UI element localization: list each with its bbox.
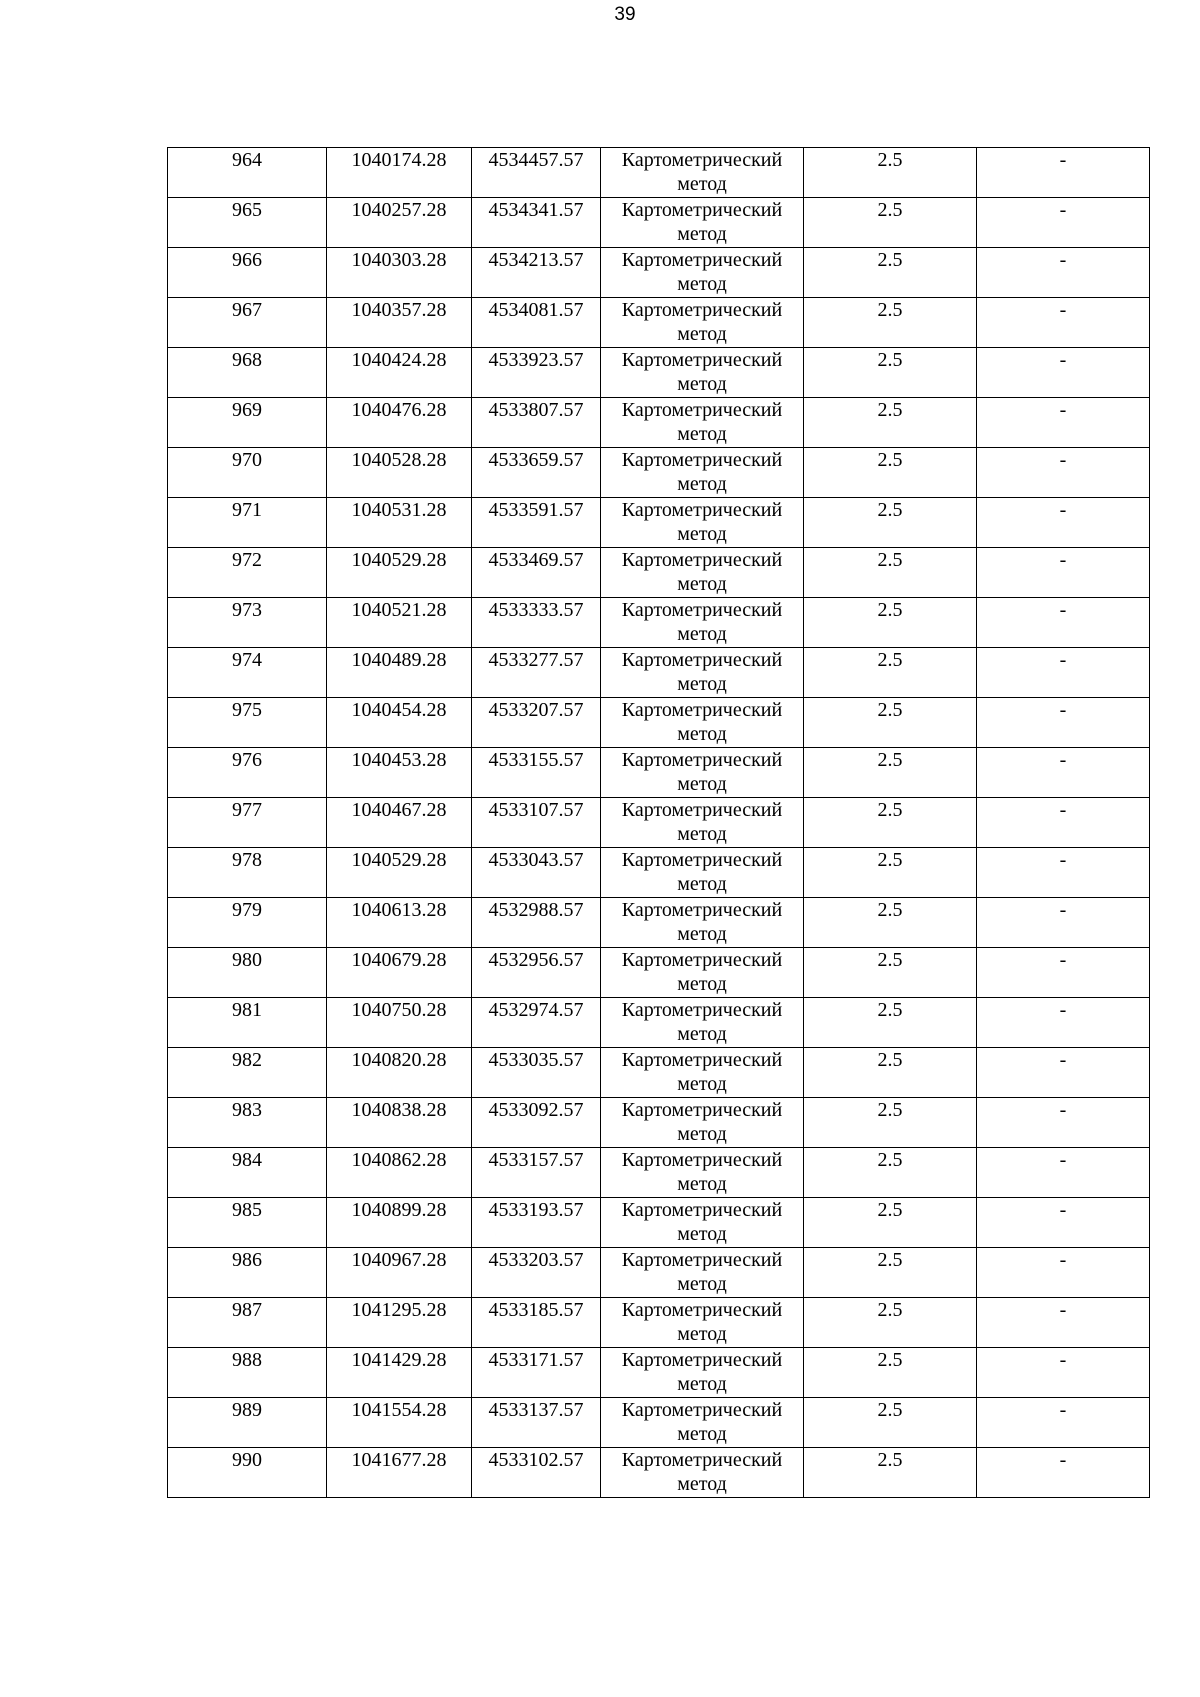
method-cell (601, 1098, 804, 1148)
accuracy-cell: 2.5 (804, 748, 977, 798)
method-cell (601, 448, 804, 498)
accuracy-cell: 2.5 (804, 398, 977, 448)
method-cell (601, 798, 804, 848)
method-line-1: Картометрический (621, 999, 783, 1021)
y-coordinate-cell: 4533207.57 (472, 698, 601, 748)
x-coordinate-cell: 1040529.28 (327, 548, 472, 598)
method-line-1: Картометрический (621, 649, 783, 671)
method-line-1: Картометрический (621, 1399, 783, 1421)
method-cell (601, 298, 804, 348)
accuracy-cell: 2.5 (804, 598, 977, 648)
method-line-1: Картометрический (621, 1049, 783, 1071)
point-number-cell: 966 (168, 248, 327, 298)
y-coordinate-cell: 4533591.57 (472, 498, 601, 548)
method-line-2: метод (677, 473, 727, 495)
y-coordinate-cell: 4533043.57 (472, 848, 601, 898)
method-cell (601, 1398, 804, 1448)
method-line-2: метод (677, 773, 727, 795)
method-line-1: Картометрический (621, 549, 783, 571)
accuracy-cell: 2.5 (804, 948, 977, 998)
method-line-1: Картометрический (621, 199, 783, 221)
method-line-1: Картометрический (621, 499, 783, 521)
method-line-2: метод (677, 1073, 727, 1095)
description-cell: - (977, 898, 1150, 948)
description-cell: - (977, 1198, 1150, 1248)
description-cell: - (977, 798, 1150, 848)
accuracy-cell: 2.5 (804, 798, 977, 848)
method-line-2: метод (677, 523, 727, 545)
method-line-2: метод (677, 1173, 727, 1195)
accuracy-cell: 2.5 (804, 448, 977, 498)
y-coordinate-cell: 4534341.57 (472, 198, 601, 248)
accuracy-cell: 2.5 (804, 248, 977, 298)
table-row (168, 498, 1150, 548)
method-line-2: метод (677, 173, 727, 195)
y-coordinate-cell: 4533102.57 (472, 1448, 601, 1498)
description-cell: - (977, 1298, 1150, 1348)
method-line-2: метод (677, 1423, 727, 1445)
y-coordinate-cell: 4533107.57 (472, 798, 601, 848)
x-coordinate-cell: 1040679.28 (327, 948, 472, 998)
method-line-1: Картометрический (621, 449, 783, 471)
y-coordinate-cell: 4533193.57 (472, 1198, 601, 1248)
accuracy-cell: 2.5 (804, 1048, 977, 1098)
description-cell: - (977, 448, 1150, 498)
point-number-cell: 971 (168, 498, 327, 548)
description-cell: - (977, 1348, 1150, 1398)
table-body (168, 148, 1150, 1498)
y-coordinate-cell: 4533203.57 (472, 1248, 601, 1298)
table-row (168, 1398, 1150, 1448)
y-coordinate-cell: 4533185.57 (472, 1298, 601, 1348)
x-coordinate-cell: 1040528.28 (327, 448, 472, 498)
description-cell: - (977, 498, 1150, 548)
method-cell (601, 198, 804, 248)
method-cell (601, 1298, 804, 1348)
accuracy-cell: 2.5 (804, 498, 977, 548)
description-cell: - (977, 598, 1150, 648)
x-coordinate-cell: 1040489.28 (327, 648, 472, 698)
method-line-2: метод (677, 573, 727, 595)
method-line-2: метод (677, 923, 727, 945)
point-number-cell: 988 (168, 1348, 327, 1398)
method-cell (601, 1048, 804, 1098)
method-line-2: метод (677, 1473, 727, 1495)
method-cell (601, 1348, 804, 1398)
point-number-cell: 968 (168, 348, 327, 398)
method-cell (601, 948, 804, 998)
x-coordinate-cell: 1041295.28 (327, 1298, 472, 1348)
method-line-1: Картометрический (621, 799, 783, 821)
accuracy-cell: 2.5 (804, 648, 977, 698)
accuracy-cell: 2.5 (804, 1348, 977, 1398)
table-row (168, 648, 1150, 698)
description-cell: - (977, 648, 1150, 698)
description-cell: - (977, 1048, 1150, 1098)
x-coordinate-cell: 1041429.28 (327, 1348, 472, 1398)
x-coordinate-cell: 1040357.28 (327, 298, 472, 348)
point-number-cell: 983 (168, 1098, 327, 1148)
point-number-cell: 964 (168, 148, 327, 198)
point-number-cell: 965 (168, 198, 327, 248)
point-number-cell: 967 (168, 298, 327, 348)
point-number-cell: 977 (168, 798, 327, 848)
method-cell (601, 748, 804, 798)
accuracy-cell: 2.5 (804, 1098, 977, 1148)
method-line-1: Картометрический (621, 349, 783, 371)
method-line-2: метод (677, 1323, 727, 1345)
accuracy-cell: 2.5 (804, 198, 977, 248)
description-cell: - (977, 148, 1150, 198)
method-line-2: метод (677, 1373, 727, 1395)
y-coordinate-cell: 4533333.57 (472, 598, 601, 648)
y-coordinate-cell: 4533807.57 (472, 398, 601, 448)
table-row (168, 598, 1150, 648)
description-cell: - (977, 398, 1150, 448)
method-line-2: метод (677, 273, 727, 295)
table-row (168, 1198, 1150, 1248)
method-line-2: метод (677, 423, 727, 445)
x-coordinate-cell: 1040967.28 (327, 1248, 472, 1298)
x-coordinate-cell: 1040529.28 (327, 848, 472, 898)
table-row (168, 348, 1150, 398)
method-line-1: Картометрический (621, 949, 783, 971)
method-cell (601, 398, 804, 448)
point-number-cell: 982 (168, 1048, 327, 1098)
y-coordinate-cell: 4532956.57 (472, 948, 601, 998)
method-line-1: Картометрический (621, 899, 783, 921)
x-coordinate-cell: 1040820.28 (327, 1048, 472, 1098)
point-number-cell: 970 (168, 448, 327, 498)
method-line-2: метод (677, 373, 727, 395)
method-cell (601, 1248, 804, 1298)
method-line-1: Картометрический (621, 749, 783, 771)
description-cell: - (977, 1148, 1150, 1198)
description-cell: - (977, 848, 1150, 898)
method-line-1: Картометрический (621, 1349, 783, 1371)
accuracy-cell: 2.5 (804, 998, 977, 1048)
point-number-cell: 976 (168, 748, 327, 798)
method-line-2: метод (677, 1123, 727, 1145)
method-line-2: метод (677, 323, 727, 345)
x-coordinate-cell: 1040521.28 (327, 598, 472, 648)
point-number-cell: 980 (168, 948, 327, 998)
accuracy-cell: 2.5 (804, 1398, 977, 1448)
point-number-cell: 975 (168, 698, 327, 748)
method-line-2: метод (677, 1273, 727, 1295)
method-line-1: Картометрический (621, 1299, 783, 1321)
method-cell (601, 1198, 804, 1248)
x-coordinate-cell: 1040454.28 (327, 698, 472, 748)
method-line-1: Картометрический (621, 299, 783, 321)
x-coordinate-cell: 1041554.28 (327, 1398, 472, 1448)
method-line-1: Картометрический (621, 699, 783, 721)
x-coordinate-cell: 1040476.28 (327, 398, 472, 448)
x-coordinate-cell: 1040257.28 (327, 198, 472, 248)
table-row (168, 798, 1150, 848)
accuracy-cell: 2.5 (804, 148, 977, 198)
y-coordinate-cell: 4533659.57 (472, 448, 601, 498)
description-cell: - (977, 298, 1150, 348)
description-cell: - (977, 748, 1150, 798)
method-line-1: Картометрический (621, 1449, 783, 1471)
x-coordinate-cell: 1040613.28 (327, 898, 472, 948)
y-coordinate-cell: 4534081.57 (472, 298, 601, 348)
method-line-2: метод (677, 823, 727, 845)
method-cell (601, 148, 804, 198)
table-row (168, 948, 1150, 998)
y-coordinate-cell: 4533277.57 (472, 648, 601, 698)
x-coordinate-cell: 1040424.28 (327, 348, 472, 398)
point-number-cell: 979 (168, 898, 327, 948)
accuracy-cell: 2.5 (804, 1148, 977, 1198)
page-number: 39 (614, 4, 636, 25)
accuracy-cell: 2.5 (804, 1198, 977, 1248)
x-coordinate-cell: 1040174.28 (327, 148, 472, 198)
y-coordinate-cell: 4533035.57 (472, 1048, 601, 1098)
x-coordinate-cell: 1040862.28 (327, 1148, 472, 1198)
table-row (168, 1298, 1150, 1348)
x-coordinate-cell: 1040303.28 (327, 248, 472, 298)
accuracy-cell: 2.5 (804, 1248, 977, 1298)
description-cell: - (977, 1448, 1150, 1498)
x-coordinate-cell: 1040899.28 (327, 1198, 472, 1248)
y-coordinate-cell: 4534457.57 (472, 148, 601, 198)
table-row (168, 448, 1150, 498)
point-number-cell: 986 (168, 1248, 327, 1298)
table-row (168, 848, 1150, 898)
method-cell (601, 548, 804, 598)
table-row (168, 1348, 1150, 1398)
method-line-2: метод (677, 973, 727, 995)
y-coordinate-cell: 4533469.57 (472, 548, 601, 598)
x-coordinate-cell: 1040531.28 (327, 498, 472, 548)
method-line-1: Картометрический (621, 1249, 783, 1271)
table-row (168, 1248, 1150, 1298)
y-coordinate-cell: 4533137.57 (472, 1398, 601, 1448)
description-cell: - (977, 698, 1150, 748)
y-coordinate-cell: 4533155.57 (472, 748, 601, 798)
table-row (168, 698, 1150, 748)
description-cell: - (977, 548, 1150, 598)
method-line-2: метод (677, 623, 727, 645)
method-cell (601, 1148, 804, 1198)
method-cell (601, 998, 804, 1048)
table-row (168, 248, 1150, 298)
accuracy-cell: 2.5 (804, 1298, 977, 1348)
point-number-cell: 973 (168, 598, 327, 648)
method-line-2: метод (677, 1223, 727, 1245)
method-line-2: метод (677, 673, 727, 695)
accuracy-cell: 2.5 (804, 698, 977, 748)
table-row (168, 548, 1150, 598)
table-row (168, 198, 1150, 248)
point-number-cell: 974 (168, 648, 327, 698)
method-line-2: метод (677, 873, 727, 895)
method-line-1: Картометрический (621, 1199, 783, 1221)
accuracy-cell: 2.5 (804, 298, 977, 348)
point-number-cell: 969 (168, 398, 327, 448)
accuracy-cell: 2.5 (804, 898, 977, 948)
table-row (168, 748, 1150, 798)
x-coordinate-cell: 1041677.28 (327, 1448, 472, 1498)
point-number-cell: 978 (168, 848, 327, 898)
table-row (168, 1098, 1150, 1148)
point-number-cell: 990 (168, 1448, 327, 1498)
x-coordinate-cell: 1040467.28 (327, 798, 472, 848)
x-coordinate-cell: 1040838.28 (327, 1098, 472, 1148)
method-cell (601, 248, 804, 298)
method-cell (601, 598, 804, 648)
method-cell (601, 1448, 804, 1498)
y-coordinate-cell: 4533923.57 (472, 348, 601, 398)
table-row (168, 1148, 1150, 1198)
description-cell: - (977, 1398, 1150, 1448)
method-line-1: Картометрический (621, 399, 783, 421)
method-line-1: Картометрический (621, 1099, 783, 1121)
table-row (168, 998, 1150, 1048)
description-cell: - (977, 1098, 1150, 1148)
accuracy-cell: 2.5 (804, 848, 977, 898)
table-row (168, 1448, 1150, 1498)
y-coordinate-cell: 4534213.57 (472, 248, 601, 298)
description-cell: - (977, 948, 1150, 998)
description-cell: - (977, 348, 1150, 398)
description-cell: - (977, 248, 1150, 298)
accuracy-cell: 2.5 (804, 1448, 977, 1498)
y-coordinate-cell: 4533157.57 (472, 1148, 601, 1198)
y-coordinate-cell: 4532974.57 (472, 998, 601, 1048)
description-cell: - (977, 998, 1150, 1048)
method-line-1: Картометрический (621, 1149, 783, 1171)
x-coordinate-cell: 1040453.28 (327, 748, 472, 798)
description-cell: - (977, 198, 1150, 248)
y-coordinate-cell: 4533171.57 (472, 1348, 601, 1398)
accuracy-cell: 2.5 (804, 548, 977, 598)
method-line-1: Картометрический (621, 249, 783, 271)
description-cell: - (977, 1248, 1150, 1298)
method-line-2: метод (677, 1023, 727, 1045)
table-row (168, 398, 1150, 448)
table-row (168, 298, 1150, 348)
method-cell (601, 648, 804, 698)
point-number-cell: 981 (168, 998, 327, 1048)
table-row (168, 898, 1150, 948)
method-line-2: метод (677, 723, 727, 745)
method-cell (601, 898, 804, 948)
table-row (168, 1048, 1150, 1098)
y-coordinate-cell: 4533092.57 (472, 1098, 601, 1148)
method-cell (601, 698, 804, 748)
y-coordinate-cell: 4532988.57 (472, 898, 601, 948)
method-line-1: Картометрический (621, 599, 783, 621)
accuracy-cell: 2.5 (804, 348, 977, 398)
table-row (168, 148, 1150, 198)
point-number-cell: 985 (168, 1198, 327, 1248)
x-coordinate-cell: 1040750.28 (327, 998, 472, 1048)
method-cell (601, 498, 804, 548)
point-number-cell: 984 (168, 1148, 327, 1198)
coordinates-table (167, 147, 1150, 1498)
point-number-cell: 989 (168, 1398, 327, 1448)
point-number-cell: 972 (168, 548, 327, 598)
method-cell (601, 348, 804, 398)
method-line-1: Картометрический (621, 149, 783, 171)
method-cell (601, 848, 804, 898)
method-line-2: метод (677, 223, 727, 245)
point-number-cell: 987 (168, 1298, 327, 1348)
method-line-1: Картометрический (621, 849, 783, 871)
